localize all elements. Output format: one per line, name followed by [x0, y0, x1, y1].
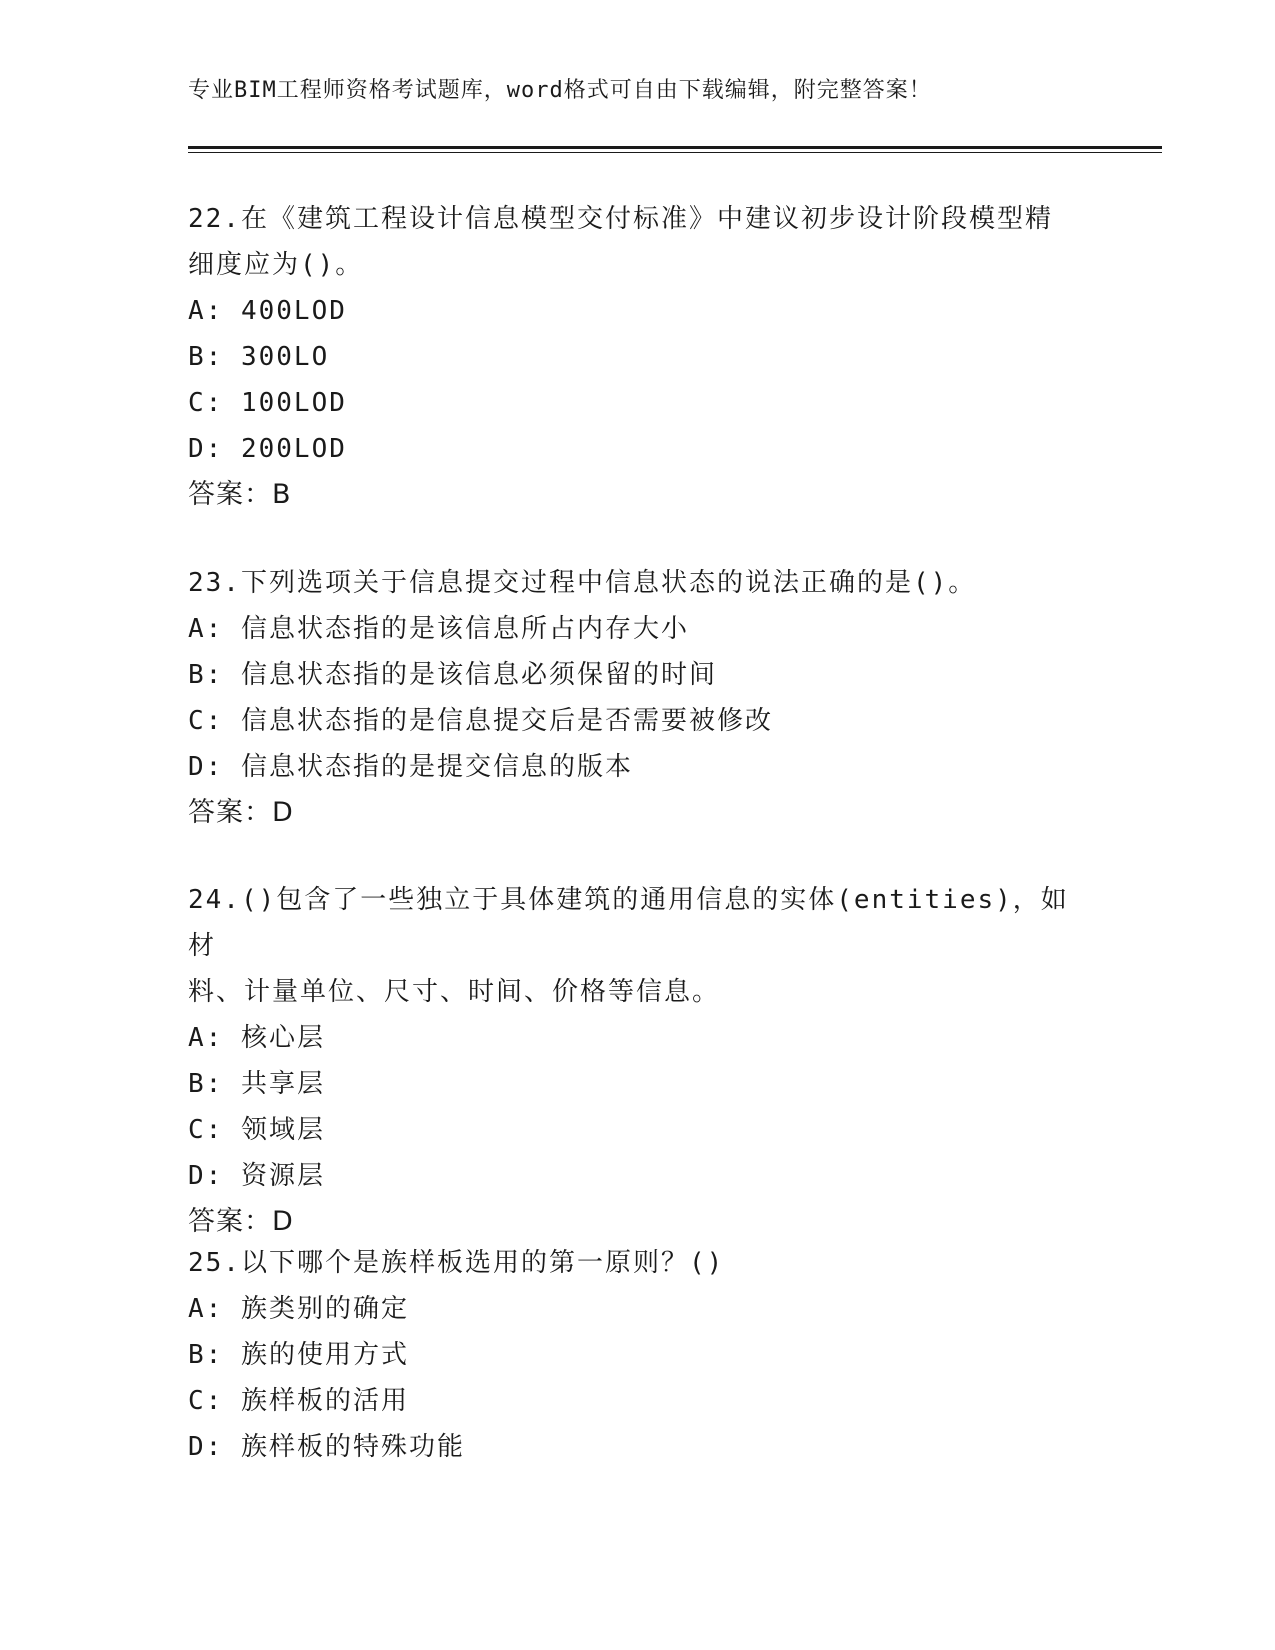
question-stem: 24.()包含了一些独立于具体建筑的通用信息的实体(entities)，如材 [188, 885, 1069, 961]
question-23 [188, 560, 1088, 836]
question-stem: 料、计量单位、尺寸、时间、价格等信息。 [188, 977, 721, 1007]
option-a: A: 族类别的确定 [188, 1294, 409, 1324]
header-rule-thin [188, 152, 1162, 153]
question-stem: 22.在《建筑工程设计信息模型交付标准》中建议初步设计阶段模型精 [188, 204, 1053, 234]
option-c: C: 族样板的活用 [188, 1386, 409, 1416]
option-a: A: 信息状态指的是该信息所占内存大小 [188, 614, 689, 644]
answer: 答案：B [188, 479, 292, 510]
answer: 答案：D [188, 1206, 294, 1237]
option-a: A: 核心层 [188, 1023, 325, 1053]
header-text: 专业BIM工程师资格考试题库，word格式可自由下载编辑，附完整答案！ [188, 78, 932, 103]
question-stem: 23.下列选项关于信息提交过程中信息状态的说法正确的是()。 [188, 568, 977, 598]
question-stem: 细度应为()。 [188, 250, 364, 280]
option-c: C: 100LOD [188, 388, 347, 418]
option-b: B: 族的使用方式 [188, 1340, 409, 1370]
header-rule [188, 146, 1162, 149]
option-b: B: 共享层 [188, 1069, 325, 1099]
question-25 [188, 1240, 1088, 1470]
option-d: D: 200LOD [188, 434, 347, 464]
option-d: D: 族样板的特殊功能 [188, 1432, 465, 1462]
option-b: B: 300LO [188, 342, 330, 372]
question-24 [188, 877, 1088, 1245]
option-d: D: 资源层 [188, 1161, 325, 1191]
answer: 答案：D [188, 797, 294, 828]
option-c: C: 领域层 [188, 1115, 325, 1145]
option-c: C: 信息状态指的是信息提交后是否需要被修改 [188, 706, 773, 736]
option-d: D: 信息状态指的是提交信息的版本 [188, 752, 633, 782]
question-stem: 25.以下哪个是族样板选用的第一原则？() [188, 1248, 725, 1278]
option-b: B: 信息状态指的是该信息必须保留的时间 [188, 660, 717, 690]
question-22 [188, 196, 1088, 518]
option-a: A: 400LOD [188, 296, 347, 326]
